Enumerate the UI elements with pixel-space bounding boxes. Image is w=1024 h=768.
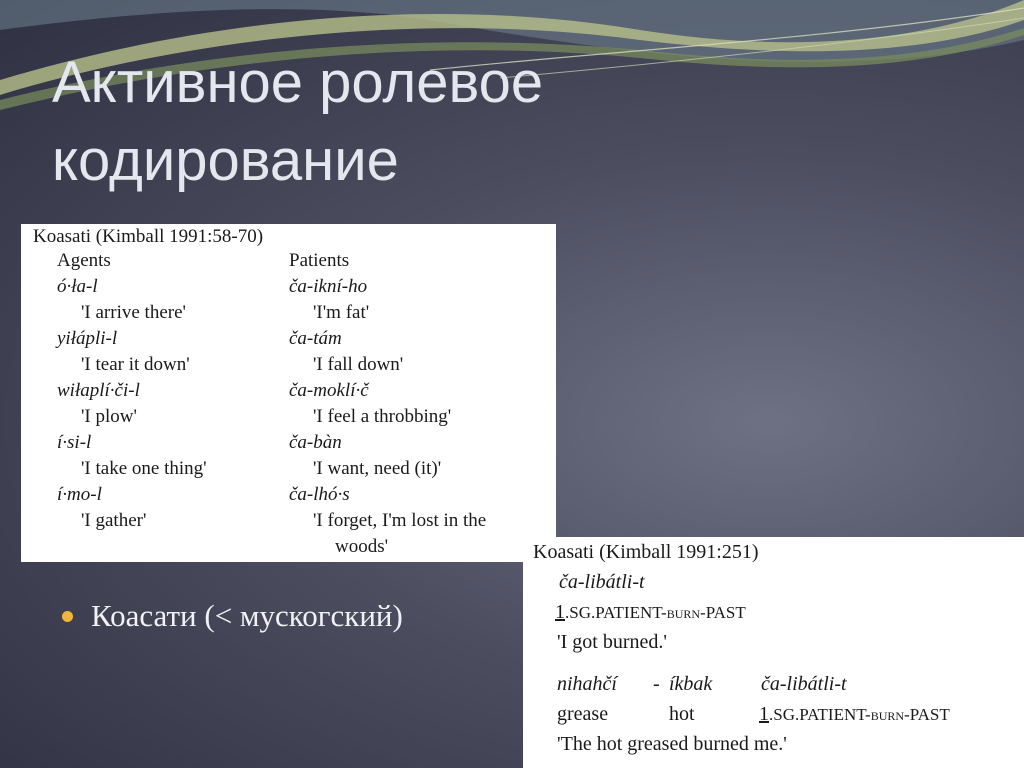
patient-form: ča-tám bbox=[289, 328, 342, 349]
bullet-dot-icon bbox=[62, 611, 73, 622]
agent-form: yiłápli-l bbox=[57, 328, 118, 349]
bullet-item bbox=[62, 598, 403, 634]
koasati-agents-patients-table bbox=[21, 224, 556, 562]
patient-form: ča-bàn bbox=[289, 432, 342, 453]
agent-form: wiłaplí·či-l bbox=[57, 380, 140, 401]
example-2-gloss-1: grease bbox=[557, 703, 609, 725]
gloss-rest: .SG.PATIENT-burn-PAST bbox=[565, 603, 746, 622]
example-2-word-2: íkbak bbox=[669, 673, 713, 695]
patient-form: ča-lhó·s bbox=[289, 484, 350, 505]
patient-form: ča-moklí·č bbox=[289, 380, 369, 401]
patient-gloss: 'I'm fat' bbox=[313, 302, 370, 323]
patient-gloss: 'I want, need (it)' bbox=[313, 458, 442, 479]
patient-gloss: 'I forget, I'm lost in the bbox=[313, 510, 487, 531]
patients-label: Patients bbox=[289, 250, 350, 271]
slide-title bbox=[52, 44, 652, 200]
gloss-rest: .SG.PATIENT-burn-PAST bbox=[769, 705, 950, 724]
example-2-dash: - bbox=[653, 673, 660, 695]
patients-column bbox=[289, 248, 486, 560]
agent-form: í·mo-l bbox=[57, 484, 102, 505]
agent-gloss: 'I take one thing' bbox=[81, 458, 207, 479]
example-1-form: ča-libátli-t bbox=[559, 571, 645, 593]
koasati-examples-box bbox=[523, 537, 1024, 768]
agents-column bbox=[57, 248, 207, 534]
example-2-gloss-2: hot bbox=[669, 703, 695, 725]
gloss-person-number: 1 bbox=[759, 703, 769, 725]
agent-gloss: 'I tear it down' bbox=[81, 354, 190, 375]
patient-gloss: 'I fall down' bbox=[313, 354, 404, 375]
bullet-text: Коасати (< мускогский) bbox=[91, 598, 403, 633]
examples-header: Koasati (Kimball 1991:251) bbox=[533, 541, 759, 563]
agent-gloss: 'I plow' bbox=[81, 406, 137, 427]
gloss-person-number: 1 bbox=[555, 601, 565, 623]
patient-gloss: 'I feel a throbbing' bbox=[313, 406, 452, 427]
example-1-gloss bbox=[555, 601, 746, 624]
agent-gloss: 'I arrive there' bbox=[81, 302, 186, 323]
title-line-2: кодирование bbox=[52, 128, 399, 193]
agent-form: í·si-l bbox=[57, 432, 92, 453]
example-1-translation: 'I got burned.' bbox=[557, 631, 667, 653]
table-header: Koasati (Kimball 1991:58-70) bbox=[33, 226, 264, 247]
patient-gloss-continued: woods' bbox=[335, 536, 389, 557]
agent-form: ó·ła-l bbox=[57, 276, 98, 297]
example-2-word-3: ča-libátli-t bbox=[761, 673, 847, 695]
patient-form: ča-ikní-ho bbox=[289, 276, 368, 297]
agent-gloss: 'I gather' bbox=[81, 510, 147, 531]
title-line-1: Активное ролевое bbox=[52, 50, 544, 115]
example-2-word-1: nihahčí bbox=[557, 673, 617, 695]
example-2-gloss-3 bbox=[759, 703, 950, 726]
example-2-translation: 'The hot greased burned me.' bbox=[557, 733, 787, 755]
agents-label: Agents bbox=[57, 250, 111, 271]
